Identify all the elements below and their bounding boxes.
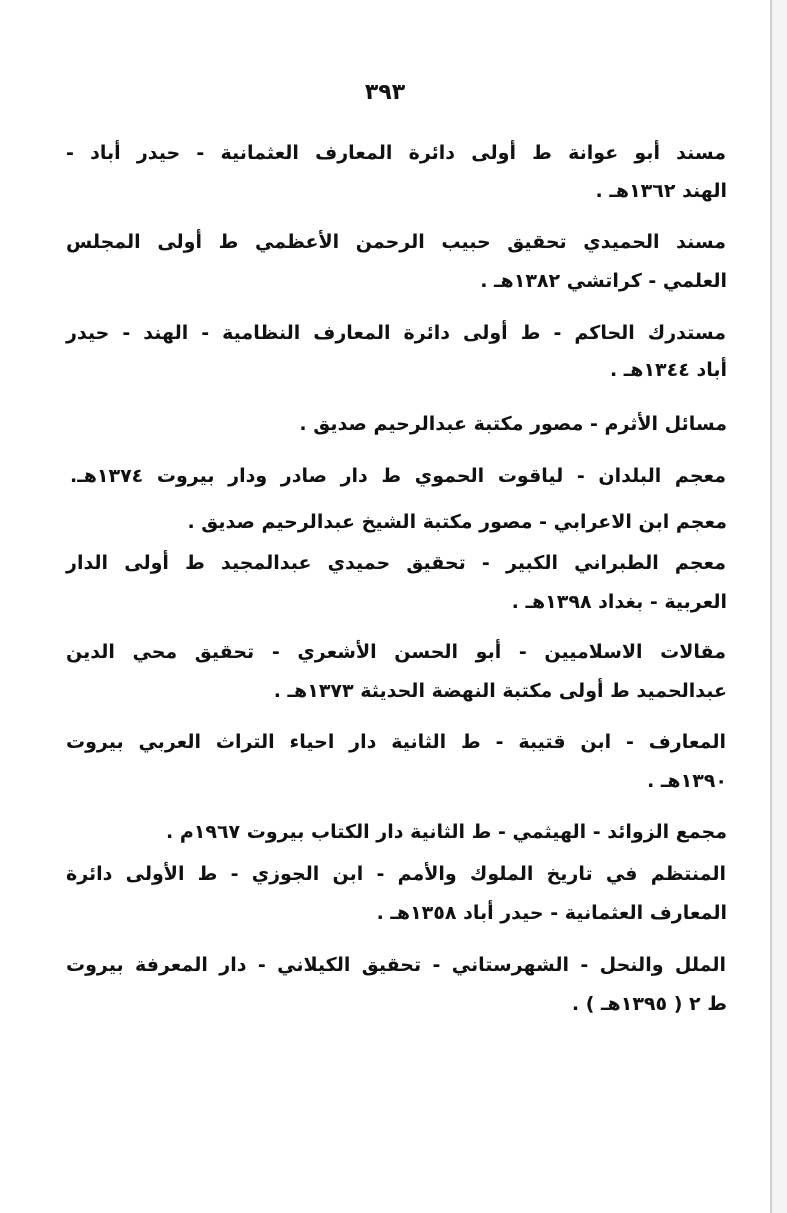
reference-line: مقالات الاسلاميين - أبو الحسن الأشعري - تحقيق محي الدين (66, 641, 726, 663)
reference-line: العربية - بغداد ١٣٩٨هـ . (511, 591, 727, 613)
reference-line: معجم الطبراني الكبير - تحقيق حميدي عبدالمجيد ط أولى الدار (66, 552, 726, 574)
page-number: ٣٩٣ (364, 80, 406, 105)
reference-line: المعارف - ابن قتيبة - ط الثانية دار احياء التراث العربي بيروت (66, 731, 726, 753)
reference-line: الملل والنحل - الشهرستاني - تحقيق الكيلاني - دار المعرفة بيروت (66, 954, 726, 976)
reference-line: مسند الحميدي تحقيق حبيب الرحمن الأعظمي ط أولى المجلس (66, 231, 726, 253)
page-edge-line (770, 0, 772, 1213)
reference-line: عبدالحميد ط أولى مكتبة النهضة الحديثة ١٣٧٣هـ . (273, 680, 727, 702)
reference-line: المعارف العثمانية - حيدر أباد ١٣٥٨هـ . (376, 902, 727, 924)
reference-line: المنتظم في تاريخ الملوك والأمم - ابن الجوزي - ط الأولى دائرة (66, 863, 726, 885)
reference-line: ط ٢ ( ١٣٩٥هـ ) . (571, 993, 727, 1015)
reference-line: مسند أبو عوانة ط أولى دائرة المعارف العثمانية - حيدر أباد - (66, 142, 726, 164)
reference-line: مستدرك الحاكم - ط أولى دائرة المعارف النظامية - الهند - حيدر (66, 322, 726, 344)
reference-line: العلمي - كراتشي ١٣٨٢هـ . (480, 270, 727, 292)
reference-line: أباد ١٣٤٤هـ . (609, 359, 727, 381)
reference-line: مسائل الأثرم - مصور مكتبة عبدالرحيم صديق . (299, 413, 727, 435)
page-edge-shadow (772, 0, 787, 1213)
reference-line: مجمع الزوائد - الهيثمي - ط الثانية دار الكتاب بيروت ١٩٦٧م . (166, 821, 727, 843)
reference-line: الهند ١٣٦٢هـ . (595, 180, 727, 202)
reference-line: معجم البلدان - لياقوت الحموي ط دار صادر ودار بيروت ١٣٧٤هـ. (70, 465, 726, 487)
reference-line: ١٣٩٠هـ . (647, 770, 727, 792)
reference-line: معجم ابن الاعرابي - مصور مكتبة الشيخ عبدالرحيم صديق . (187, 511, 727, 533)
